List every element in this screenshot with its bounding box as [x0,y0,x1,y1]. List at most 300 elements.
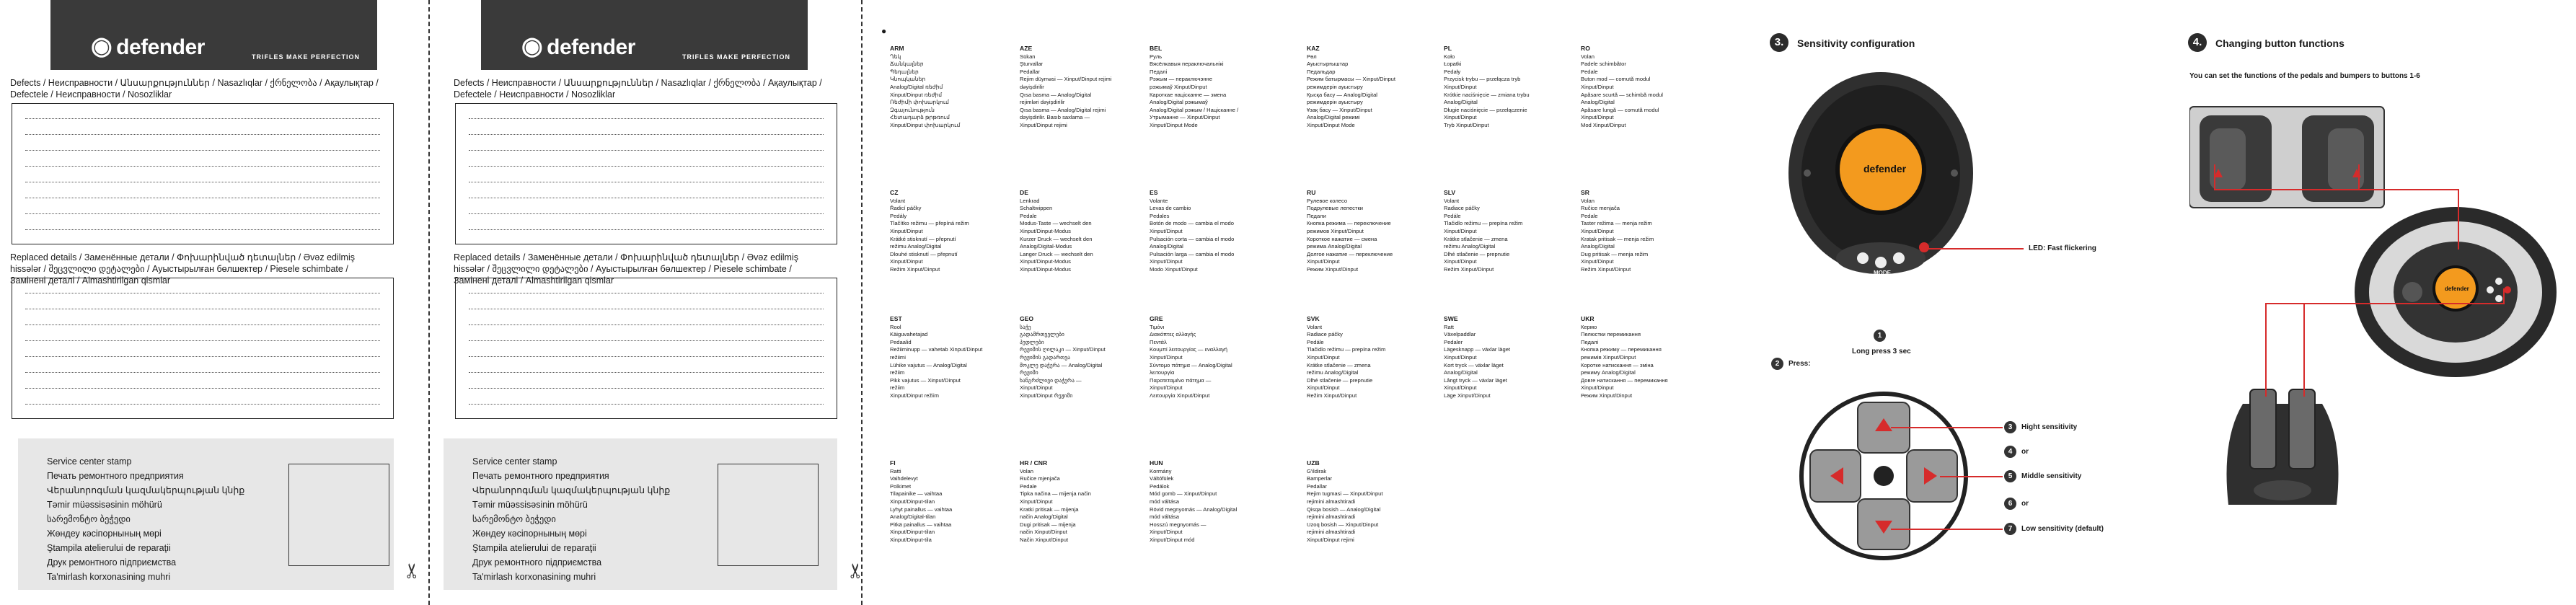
cut-line [428,0,430,605]
connector-line [2303,303,2305,397]
language-line: Tryb Xinput/Dinput [1444,121,1489,128]
language-line: Долгое нажатие — переключение [1307,250,1393,257]
language-block-ru [1307,189,1429,274]
language-code: UKR [1581,315,1594,322]
defects-box[interactable] [455,103,837,244]
language-line: Radiace páčky [1307,331,1343,338]
language-line: პედლები [1020,338,1044,345]
stamp-lines: Service center stamp Печать ремонтного предприятия Վերանորոգման կազմակերպության կնիք Təmir müəssisəsinin möhürü სარემონტო ბეჭედი Жөндеу кәсіпорнының мөрі Ştampila atelierului de reparaţii Друк ремонтного підприємства Ta'mirlash korxonasining muhri [472,456,671,582]
language-block-de [1020,189,1142,274]
language-line: način Analog/Digital [1020,513,1068,521]
language-line: dəyişdirilir [1020,83,1044,90]
language-line: Пелюстки перемикання [1581,331,1641,338]
section4-title: Changing button functions [2215,37,2345,49]
language-line: Analog/Digital-tilan [890,513,936,521]
section-bullet-icon: ● [881,26,887,36]
language-line: Pulsación larga — cambia el modo [1150,250,1235,257]
language-line: მოკლე დაჭერა — Analog/Digital [1020,361,1103,368]
language-line: Radiace páčky [1444,205,1480,212]
language-line: Váltófülek [1150,475,1174,482]
language-line: Xinput/Dinput [1150,529,1183,536]
language-line: Rejim düyməsi — Xinput/Dinput rejimi [1020,76,1112,83]
language-line: Analog/Digital [1150,243,1183,250]
language-block-hun [1150,459,1272,544]
language-line: Przycisk trybu — przełącza tryb [1444,76,1521,83]
language-line: Xinput/Dinput Mode [1150,121,1198,128]
language-line: Krátké stisknutí — přepnutí [890,235,956,242]
brand-bar [50,0,377,70]
language-line: Ауыстырғыштар [1307,61,1349,68]
level-text-or: or [2021,500,2029,508]
brand-logo [521,32,635,61]
language-line: rejimini almashtiradi [1307,513,1356,521]
replaced-title: Replaced details / Заменённые детали / Փոխարինված դետալներ / Əvəz edilmiş hissələr / შეცვლილი დეტალები / Ауыстырылған бөлшектер / Piesele schimbate / Замінені деталі / Almashtirilgan qismlar [10,252,355,286]
language-block-fi [890,459,1013,544]
language-line: Analog/Digital ռեժիմ [890,83,943,90]
step1-number: 1 [1874,330,1886,342]
language-line: Tlačidlo režimu — prepína režim [1307,346,1386,353]
language-line: Рулевое колесо [1307,197,1348,204]
language-line: Режим батырмасы — Xinput/Dinput [1307,76,1396,83]
language-line: Botón de modo — cambia el modo [1150,220,1234,227]
connector-line [2458,189,2459,249]
step2-number: 2 [1771,358,1783,370]
language-line: Σύντομο πάτημα — Analog/Digital [1150,361,1232,368]
language-line: Kratki pritisak — mijenja [1020,505,1079,513]
language-line: Ručice mjenjača [1020,475,1060,482]
language-code: AZE [1020,45,1033,52]
language-line: საჭე [1020,323,1031,330]
language-line: Padele schimbător [1581,61,1626,68]
language-line: Uzoq bosish — Xinput/Dinput [1307,521,1379,528]
language-line: Rool [890,323,901,330]
language-line: Krátke stlačenie — zmena [1307,361,1371,368]
scissors-icon: ✂ [844,562,868,580]
replaced-box[interactable] [12,278,394,419]
language-line: Довге натискання — перемикання [1581,376,1668,384]
language-line: Xinput/Dinput-Modus [1020,227,1071,234]
stamp-area [18,438,394,590]
defender-logo-icon: ◉ [91,32,113,60]
level-text-low: Low sensitivity (default) [2021,525,2104,533]
section4-subtitle: You can set the functions of the pedals and bumpers to buttons 1-6 [2189,72,2420,80]
language-line: Pitkä painallus — vaihtaa [890,521,952,528]
language-line: Կնոպկաներ [890,76,926,83]
language-code: GEO [1020,315,1034,322]
language-line: rejimini almashtiradi [1307,498,1356,505]
language-line: režimu Analog/Digital [890,243,942,250]
language-line: režiim [890,384,905,392]
language-line: Lühike vajutus — Analog/Digital [890,361,967,368]
language-line: rejimini almashtiradi [1307,529,1356,536]
language-line: Dlouhé stisknutí — přepnutí [890,250,958,257]
language-line: Παρατεταμένο πάτημα — [1150,376,1212,384]
language-line: Xinput/Dinput [1581,114,1614,121]
language-line: režimu Analog/Digital [1307,369,1359,376]
language-line: Buton mod — comută modul [1581,76,1651,83]
language-line: რეჟიმი [1020,369,1038,376]
language-line: Käiguvahetajad [890,331,928,338]
language-line: Lenkrad [1020,197,1040,204]
language-line: Režim Xinput/Dinput [1307,392,1357,399]
language-line: режимов Xinput/Dinput [1307,227,1364,234]
language-line: Xinput/Dinput [1150,353,1183,361]
language-block-slv [1444,189,1566,274]
language-line: Pedale [1020,482,1037,490]
connector-line [2503,288,2505,304]
language-line: Dlhé stlačenie — prepnutie [1444,250,1510,257]
language-line: Xinput/Dinput [1581,384,1614,392]
language-line: Режим Xinput/Dinput [1581,392,1633,399]
language-code: SR [1581,189,1589,196]
language-block-bel [1150,45,1272,130]
language-line: Mod Xinput/Dinput [1581,121,1626,128]
language-line: Xinput/Dinput [1150,384,1183,392]
language-line: Analog/Digital [1444,99,1478,106]
connector-line [2214,164,2215,189]
language-line: Rövid megnyomás — Analog/Digital [1150,505,1238,513]
language-block-gre [1150,315,1272,400]
language-line: Analog/Digital рэжым / Націсканне / [1150,106,1239,113]
language-line: Режим Xinput/Dinput [1307,265,1359,273]
language-line: Tilapainike — vaihtaa [890,490,943,498]
brand-tagline: TRIFLES MAKE PERFECTION [251,53,360,61]
language-line: Xinput/Dinput [1307,384,1340,392]
language-code: CZ [890,189,899,196]
language-code: FI [890,459,896,467]
language-line: Pedále [1307,338,1324,345]
language-line: λειτουργία [1150,369,1175,376]
language-line: Tlačítko režimu — přepíná režim [890,220,969,227]
language-line: Qısa basma — Analog/Digital rejimi [1020,106,1106,113]
language-line: Ratti [890,467,901,474]
language-line: Řadicí páčky [890,205,922,212]
language-line: Dug pritisak — menja režim [1581,250,1649,257]
brand-bar [481,0,808,70]
language-line: Kort tryck — växlar läget [1444,361,1504,368]
language-line: Volant [1307,323,1323,330]
language-line: Xinput/Dinput rejimi [1307,536,1354,543]
language-line: Պեդալներ [890,68,919,75]
language-line: režimu Analog/Digital [1444,243,1496,250]
language-code: RO [1581,45,1590,52]
language-line: Ռեժիմի փոխարկում [890,99,949,106]
section3-title: Sensitivity configuration [1797,37,1915,49]
language-line: Кнопка режима — переключение [1307,220,1391,227]
language-code: BEL [1150,45,1163,52]
language-line: Xinput/Dinput [1444,227,1477,234]
language-line: Režiiminupp — vahetab Xinput/Dinput [890,346,983,353]
language-code: UZB [1307,459,1320,467]
language-line: G'ildirak [1307,467,1327,474]
language-line: Tlačidlo režimu — prepína režim [1444,220,1523,227]
level-number-7: 7 [2004,523,2016,535]
language-line: Xinput/Dinput [1020,384,1053,392]
language-line: Xinput/Dinput [1581,227,1614,234]
language-line: Långt tryck — växlar läget [1444,376,1507,384]
language-line: Xinput/Dinput rejimi [1020,121,1067,128]
language-line: Xinput/Dinput [1581,83,1614,90]
language-line: Διακόπτες αλλαγής [1150,331,1196,338]
language-line: Xinput/Dinput [1307,258,1340,265]
language-line: Ručice menjača [1581,205,1620,212]
language-block-svk [1307,315,1429,400]
language-line: Κουμπί λειτουργίας — εναλλαγή [1150,346,1228,353]
language-code: KAZ [1307,45,1320,52]
language-line: dəyişdirilir. Basıb saxlama — [1020,114,1090,121]
brand-name: defender [547,35,635,59]
language-line: режима Analog/Digital [1307,243,1362,250]
language-line: Mód gomb — Xinput/Dinput [1150,490,1217,498]
language-line: Подрулевые лепестки [1307,205,1364,212]
language-line: Apăsare lungă — comută modul [1581,106,1659,113]
level-number-3: 3 [2004,421,2016,433]
language-line: Modus-Taste — wechselt den [1020,220,1092,227]
language-line: Кермо [1581,323,1597,330]
language-line: რეჟიმის გადართვა [1020,353,1070,361]
language-line: Läge Xinput/Dinput [1444,392,1491,399]
wheel-hub-illustration [1787,65,1975,324]
language-line: Kurzer Druck — wechselt den [1020,235,1093,242]
language-line: Кароткае націсканне — змена [1150,91,1227,98]
language-line: Ұзақ басу — Xinput/Dinput [1307,106,1372,113]
language-line: Xinput/Dinput [1020,498,1053,505]
language-line: Langer Druck — wechselt den [1020,250,1093,257]
pointer-line-5 [1940,476,2003,477]
defects-title: Defects / Неисправности / Անսարքություններ / Nasazlıqlar / ქრნელობა / Ақаулықтар / Defectele / Неисправности / Nosozliklar [454,78,822,100]
wheel-logo: defender [1863,163,1907,175]
language-line: Qısa basma — Analog/Digital [1020,91,1092,98]
level-number-6: 6 [2004,498,2016,510]
pointer-line-7 [1891,529,2003,530]
language-line: Analog/Digital-Modus [1020,243,1072,250]
wheel-front-illustration [2347,202,2564,382]
language-line: Рөл [1307,53,1317,60]
language-line: Pedale [1581,68,1598,75]
language-line: Apăsare scurtă — schimbă modul [1581,91,1663,98]
language-code: HUN [1150,459,1163,467]
language-line: Växelpaddlar [1444,331,1476,338]
language-line: Pikk vajutus — Xinput/Dinput [890,376,961,384]
language-line: Kratak pritisak — menja režim [1581,235,1654,242]
language-line: Педалі [1581,338,1599,345]
language-line: Xinput/Dinput რეჟიმი [1020,392,1073,399]
language-block-est [890,315,1013,400]
language-line: Pedales [1150,212,1170,219]
language-line: Dlhé stlačenie — prepnutie [1307,376,1373,384]
language-code: SLV [1444,189,1456,196]
language-line: Λειτουργία Xinput/Dinput [1150,392,1210,399]
connector-line [2214,189,2459,190]
language-line: Pedallar [1307,482,1327,490]
language-line: Analog/Digital [1581,243,1615,250]
language-line: ხანგრძლივი დაჭერა — [1020,376,1082,384]
language-code: ES [1150,189,1158,196]
defects-title: Defects / Неисправности / Անսարքություններ / Nasazlıqlar / ქრნელობა / Ақаулықтар / Defectele / Неисправности / Nosozliklar [10,78,379,100]
step-number-4: 4. [2188,33,2207,52]
language-block-swe [1444,315,1566,400]
pointer-line-3 [1891,427,2003,428]
language-line: Schaltwippen [1020,205,1053,212]
language-line: Način Xinput/Dinput [1020,536,1069,543]
language-line: Pedaalid [890,338,912,345]
language-line: Pedaler [1444,338,1463,345]
stamp-box [288,464,389,566]
language-line: Коротке натискання — зміна [1581,361,1654,368]
language-line: Короткое нажатие — смена [1307,235,1377,242]
led-pointer-line [1926,248,2024,249]
language-code: RU [1307,189,1316,196]
language-code: SWE [1444,315,1458,322]
connector-line [2265,303,2503,304]
language-block-arm [890,45,1013,130]
language-line: Xinput/Dinput [1444,83,1477,90]
language-line: Xinput/Dinput-tila [890,536,932,543]
level-text-or: or [2021,448,2029,456]
language-line: Xinput/Dinput Mode [1307,121,1355,128]
language-line: Analog/Digital [1444,369,1478,376]
level-number-5: 5 [2004,470,2016,482]
pedals-illustration [2214,382,2358,512]
language-block-sr [1581,189,1703,274]
language-line: გადამრთველები [1020,331,1064,338]
language-line: Sükan [1020,53,1036,60]
level-number-4: 4 [2004,446,2016,458]
language-line: Xinput/Dinput-Modus [1020,265,1071,273]
language-code: GRE [1150,315,1163,322]
language-block-ro [1581,45,1703,130]
language-block-pl [1444,45,1566,130]
language-line: Levas de cambio [1150,205,1191,212]
language-line: Pedály [890,212,907,219]
warranty-coupon-1 [0,0,424,605]
language-line: Xinput/Dinput [1150,227,1183,234]
language-line: Volant [1444,197,1460,204]
language-line: Xinput/Dinput-tilan [890,498,935,505]
language-line: режимів Xinput/Dinput [1581,353,1636,361]
step-number-3: 3. [1770,33,1788,52]
defender-logo-icon: ◉ [521,32,543,60]
language-line: Pedale [1020,212,1037,219]
language-code: DE [1020,189,1028,196]
language-line: Xinput/Dinput ռեժիմ [890,91,943,98]
stamp-lines: Service center stamp Печать ремонтного предприятия Վերանորոգման կազմակերպության կնիք Təmir müəssisəsinin möhürü სარემონტო ბეჭედი Жөндеу кәсіпорнының мөрі Ştampila atelierului de reparaţii Друк ремонтного підприємства Ta'mirlash korxonasining muhri [47,456,245,582]
language-line: Režim Xinput/Dinput [890,265,940,273]
connector-line [2265,303,2267,397]
language-line: Volan [1581,197,1595,204]
language-line: Զգայունություն [890,106,935,113]
language-line: Volante [1150,197,1168,204]
language-block-uzb [1307,459,1429,544]
replaced-box[interactable] [455,278,837,419]
language-line: režiim [890,369,905,376]
language-line: Xinput/Dinput mód [1150,536,1195,543]
language-line: Długie naciśnięcie — przełączenie [1444,106,1527,113]
language-line: Xinput/Dinput-Modus [1020,258,1071,265]
replaced-title: Replaced details / Заменённые детали / Փոխարինված դետալներ / Əvəz edilmiş hissələr / შეცვლილი დეტალები / Ауыстырылған бөлшектер / Piesele schimbate / Замінені деталі / Almashtirilgan qismlar [454,252,798,286]
language-line: mód váltása [1150,513,1179,521]
language-line: Вясёлкавыя пераключальнікі [1150,61,1224,68]
language-line: Dugi pritisak — mijenja [1020,521,1076,528]
language-line: рэжымаў Xinput/Dinput [1150,83,1207,90]
mode-button-label: MODE [1874,270,1891,276]
language-line: Vaihdelevyt [890,475,918,482]
warranty-coupon-2 [444,0,868,605]
brand-tagline: TRIFLES MAKE PERFECTION [682,53,790,61]
level-text-middle: Middle sensitivity [2021,472,2082,480]
language-code: HR / CNR [1020,459,1048,467]
language-line: режимдерін ауыстыру [1307,99,1363,106]
language-line: Հետադարձ թրթռում [890,114,950,121]
language-line: Pedále [1444,212,1461,219]
language-line: Analog/Digital [1581,99,1615,106]
language-block-hrcnr [1020,459,1142,544]
language-line: Rejim tugmasi — Xinput/Dinput [1307,490,1383,498]
language-line: Τιμόνι [1150,323,1165,330]
language-line: Hosszú megnyomás — [1150,521,1207,528]
wheel-top-illustration [2189,101,2406,209]
language-code: ARM [890,45,904,52]
language-line: Krótkie naciśnięcie — zmiana trybu [1444,91,1530,98]
language-line: Modo Xinput/Dinput [1150,265,1198,273]
language-block-es [1150,189,1272,274]
scissors-icon: ✂ [401,562,424,580]
language-line: Analog/Digital режимі [1307,114,1360,121]
language-line: Xinput/Dinput փոխարկում [890,121,961,128]
language-code: SVK [1307,315,1320,322]
language-line: način Xinput/Dinput [1020,529,1067,536]
language-line: rejimləri dəyişdirilir [1020,99,1065,106]
language-line: Xinput/Dinput [890,227,923,234]
language-line: mód váltása [1150,498,1179,505]
language-line: Pedały [1444,68,1461,75]
language-line: režiimi [890,353,906,361]
language-line: режиму Analog/Digital [1581,369,1636,376]
language-line: Lyhyt painallus — vaihtaa [890,505,953,513]
language-line: Кнопка режиму — перемикання [1581,346,1662,353]
language-line: Рэжым — пераключэнне [1150,76,1212,83]
language-code: PL [1444,45,1452,52]
language-line: Režim Xinput/Dinput [1444,265,1494,273]
language-line: Polkimet [890,482,912,490]
language-line: Xinput/Dinput [1444,258,1477,265]
defects-box[interactable] [12,103,394,244]
language-line: Xinput/Dinput-tilan [890,529,935,536]
cut-line [861,0,863,605]
connector-line [2358,164,2360,189]
language-line: Xinput/Dinput [1581,258,1614,265]
led-label: LED: Fast flickering [2029,244,2096,252]
language-line: Krátke stlačenie — zmena [1444,235,1508,242]
language-line: Ratt [1444,323,1454,330]
wheel-front-logo: defender [2445,286,2469,292]
language-line: Ղեկ [890,53,901,60]
language-line: Analog/Digital рэжымаў [1150,99,1208,106]
language-line: Xinput/Dinput [1150,258,1183,265]
language-block-kaz [1307,45,1429,130]
language-line: Утрыманне — Xinput/Dinput [1150,114,1220,121]
language-line: Xinput/Dinput [1444,384,1477,392]
language-line: Łopatki [1444,61,1462,68]
language-line: Pulsación corta — cambia el modo [1150,235,1235,242]
brand-name: defender [116,35,205,59]
language-line: Pedálok [1150,482,1170,490]
language-line: რეჟიმის ღილაკი — Xinput/Dinput [1020,346,1106,353]
language-line: Kormány [1150,467,1172,474]
language-line: Πεντάλ [1150,338,1167,345]
stamp-area [444,438,837,590]
language-line: Педалі [1150,68,1168,75]
